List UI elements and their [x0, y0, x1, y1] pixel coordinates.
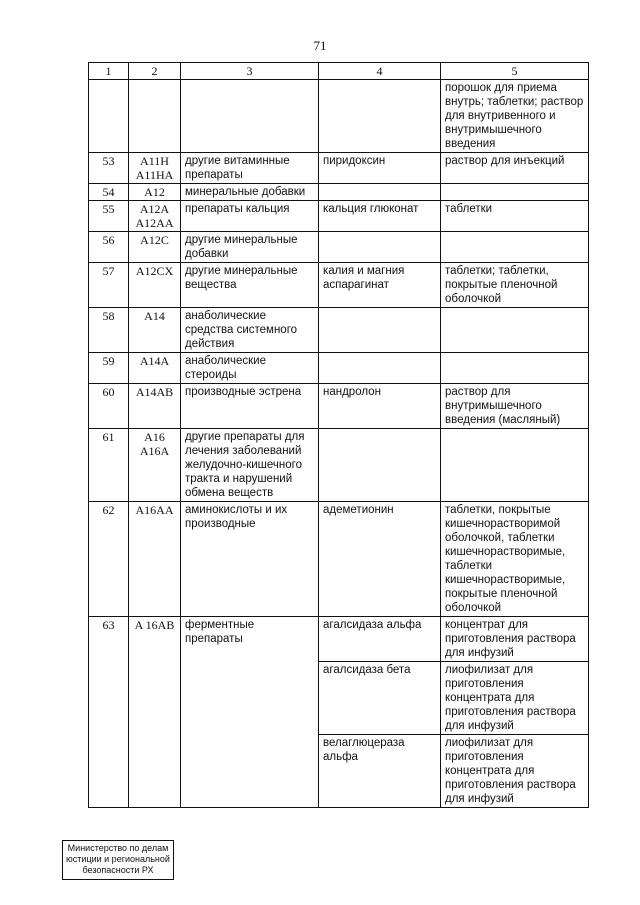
form-cell: раствор для внутримышечного введения (масляный)	[441, 384, 589, 429]
inn-cell: агалсидаза бета	[319, 662, 441, 735]
table-row	[89, 263, 589, 308]
name-cell: другие витаминные препараты	[181, 153, 319, 184]
name-cell: другие минеральные добавки	[181, 232, 319, 263]
inn-cell: велаглюцераза альфа	[319, 735, 441, 808]
inn-cell	[319, 429, 441, 502]
form-cell	[441, 184, 589, 201]
code-cell: A12C	[129, 232, 181, 263]
inn-cell	[319, 232, 441, 263]
num-cell: 57	[89, 263, 129, 308]
table-row	[89, 201, 589, 232]
table-row	[89, 617, 589, 662]
num-cell: 59	[89, 353, 129, 384]
code-cell: A12	[129, 184, 181, 201]
num-cell	[89, 80, 129, 153]
inn-cell	[319, 184, 441, 201]
inn-cell	[319, 353, 441, 384]
header-cell: 3	[181, 63, 319, 80]
registration-stamp	[62, 840, 174, 880]
header-cell: 2	[129, 63, 181, 80]
code-cell: A16AA	[129, 502, 181, 617]
code-cell: A11H A11HA	[129, 153, 181, 184]
header-cell: 1	[89, 63, 129, 80]
table-row	[89, 308, 589, 353]
form-cell: таблетки	[441, 201, 589, 232]
medicines-table	[88, 62, 589, 808]
header-cell: 5	[441, 63, 589, 80]
code-cell	[129, 80, 181, 153]
code-cell: A16 A16A	[129, 429, 181, 502]
inn-cell: калия и магния аспарагинат	[319, 263, 441, 308]
num-cell: 63	[89, 617, 129, 808]
form-cell: таблетки, покрытые кишечнорастворимой оболочкой, таблетки кишечнорастворимые, таблетки кишечнорастворимые, покрытые пленочной оболочкой	[441, 502, 589, 617]
num-cell: 61	[89, 429, 129, 502]
num-cell: 53	[89, 153, 129, 184]
table-row	[89, 429, 589, 502]
table-row	[89, 384, 589, 429]
code-cell: A14AB	[129, 384, 181, 429]
inn-cell	[319, 308, 441, 353]
form-cell: лиофилизат для приготовления концентрата для приготовления раствора для инфузий	[441, 735, 589, 808]
code-cell: A 16AB	[129, 617, 181, 808]
stamp-line: Министерство по делам	[67, 843, 169, 853]
name-cell: другие препараты для лечения заболеваний желудочно-кишечного тракта и нарушений обмена веществ	[181, 429, 319, 502]
code-cell: A14	[129, 308, 181, 353]
page-number: 71	[313, 38, 327, 53]
name-cell: другие минеральные вещества	[181, 263, 319, 308]
table-row	[89, 184, 589, 201]
inn-cell	[319, 80, 441, 153]
name-cell: препараты кальция	[181, 201, 319, 232]
form-cell: лиофилизат для приготовления концентрата для приготовления раствора для инфузий	[441, 662, 589, 735]
form-cell	[441, 308, 589, 353]
name-cell: производные эстрена	[181, 384, 319, 429]
inn-cell: кальция глюконат	[319, 201, 441, 232]
form-cell	[441, 232, 589, 263]
name-cell: анаболические средства системного действия	[181, 308, 319, 353]
form-cell	[441, 353, 589, 384]
num-cell: 55	[89, 201, 129, 232]
code-cell: A12A A12AA	[129, 201, 181, 232]
table-row	[89, 353, 589, 384]
name-cell: минеральные добавки	[181, 184, 319, 201]
code-cell: A12CX	[129, 263, 181, 308]
continuation-row	[89, 80, 589, 153]
form-cell	[441, 429, 589, 502]
form-cell: таблетки; таблетки, покрытые пленочной оболочкой	[441, 263, 589, 308]
name-cell: анаболические стероиды	[181, 353, 319, 384]
table-row	[89, 502, 589, 617]
num-cell: 58	[89, 308, 129, 353]
inn-cell: адеметионин	[319, 502, 441, 617]
name-cell: аминокислоты и их производные	[181, 502, 319, 617]
stamp-line: безопасности РХ	[82, 865, 154, 875]
num-cell: 54	[89, 184, 129, 201]
header-cell: 4	[319, 63, 441, 80]
num-cell: 60	[89, 384, 129, 429]
form-cell: раствор для инъекций	[441, 153, 589, 184]
name-cell: ферментные препараты	[181, 617, 319, 808]
inn-cell: агалсидаза альфа	[319, 617, 441, 662]
name-cell	[181, 80, 319, 153]
table-row	[89, 232, 589, 263]
form-cell: порошок для приема внутрь; таблетки; раствор для внутривенного и внутримышечного введения	[441, 80, 589, 153]
num-cell: 62	[89, 502, 129, 617]
form-cell: концентрат для приготовления раствора для инфузий	[441, 617, 589, 662]
code-cell: A14A	[129, 353, 181, 384]
inn-cell: нандролон	[319, 384, 441, 429]
stamp-line: юстиции и региональной	[66, 854, 170, 864]
table-row	[89, 153, 589, 184]
num-cell: 56	[89, 232, 129, 263]
inn-cell: пиридоксин	[319, 153, 441, 184]
header-row	[89, 63, 589, 80]
